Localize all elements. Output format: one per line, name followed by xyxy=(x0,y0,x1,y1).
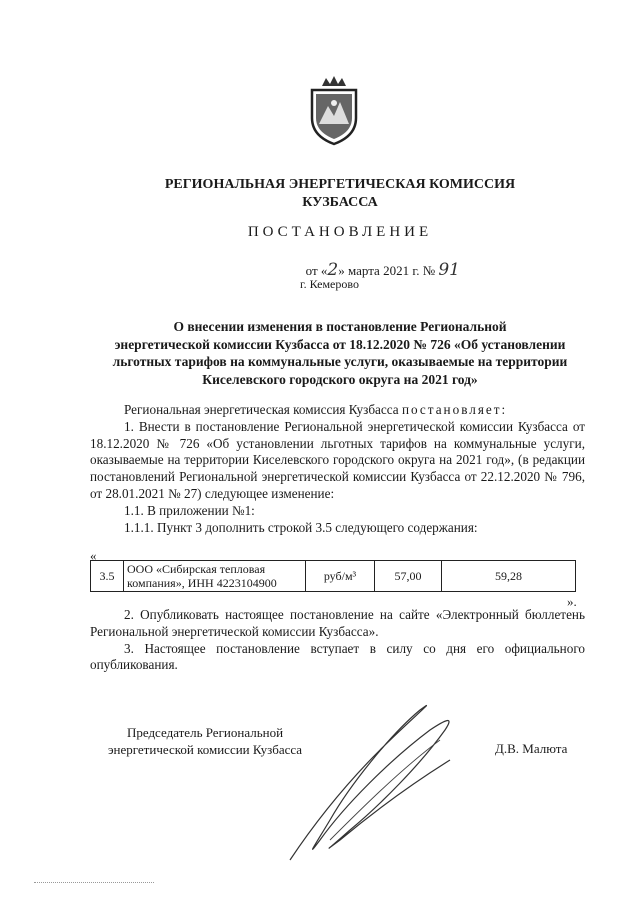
intro-text: Региональная энергетическая комиссия Кузбасса xyxy=(124,402,399,417)
item-2: 2. Опубликовать настоящее постановление на сайте «Электронный бюллетень Региональной энергетической комиссии Кузбасса». xyxy=(90,607,585,639)
intro-verb: постановляет: xyxy=(401,402,508,417)
signatory-name: Д.В. Малюта xyxy=(495,741,568,756)
item-1: 1. Внести в постановление Региональной энергетической комиссии Кузбасса от 18.12.2020 № 726 «Об установлении льготных тарифов на коммунальные услуги, оказываемые на территории Киселевского городского округа на 2021 год», (в редакции постановлений Региональной энергетической комиссии Кузбасса от 22.12.2020 № 796, от 28.01.2021 № 27) следующее изменение: xyxy=(90,418,585,501)
table-row xyxy=(91,561,576,592)
organization-name xyxy=(160,176,520,212)
date-prefix: от « xyxy=(305,263,328,278)
document-body xyxy=(90,402,585,536)
organization-line: компания», ИНН 4223104900 xyxy=(127,576,277,590)
item-1-1-1: 1.1.1. Пункт 3 дополнить строкой 3.5 следующего содержания: xyxy=(124,519,478,535)
handwritten-signature-icon xyxy=(270,690,470,870)
document-number: 91 xyxy=(438,260,460,280)
subject-line: энергетической комиссии Кузбасса от 18.12.2020 № 726 «Об установлении xyxy=(114,336,566,352)
quote-close: ». xyxy=(567,594,577,609)
tariff-value-cell: 59,28 xyxy=(442,561,576,592)
row-number-cell: 3.5 xyxy=(91,561,124,592)
signatory-title-line: Председатель Региональной xyxy=(126,725,284,740)
tariff-value-cell: 57,00 xyxy=(375,561,442,592)
document-subject xyxy=(95,318,585,388)
unit-cell: руб/м³ xyxy=(306,561,375,592)
tariff-table xyxy=(90,560,576,592)
organization-line: ООО «Сибирская тепловая xyxy=(127,562,266,576)
quote-open: « xyxy=(90,548,97,563)
item-1-1: 1.1. В приложении №1: xyxy=(124,502,255,518)
organization-cell xyxy=(124,561,306,592)
kuzbass-coat-of-arms-icon xyxy=(304,76,364,146)
date-day: 2 xyxy=(327,260,339,280)
date-middle: » марта 2021 г. № xyxy=(338,263,436,278)
organization-line: КУЗБАССА xyxy=(302,195,378,210)
intro-paragraph xyxy=(90,402,585,419)
organization-line: РЕГИОНАЛЬНАЯ ЭНЕРГЕТИЧЕСКАЯ КОМИССИЯ xyxy=(164,177,516,192)
scan-footer-mark xyxy=(34,882,154,885)
signatory-title-line: энергетической комиссии Кузбасса xyxy=(107,742,303,757)
document-tail xyxy=(90,607,585,674)
document-type: ПОСТАНОВЛЕНИЕ xyxy=(247,224,433,240)
city: г. Кемерово xyxy=(300,277,359,291)
subject-line: О внесении изменения в постановление Региональной xyxy=(173,319,507,334)
item-3: 3. Настоящее постановление вступает в силу со дня его официального опубликования. xyxy=(90,640,585,673)
subject-line: Киселевского городского округа на 2021 год» xyxy=(202,371,478,387)
subject-line: льготных тарифов на коммунальные услуги, оказываемые на территории xyxy=(112,354,568,369)
